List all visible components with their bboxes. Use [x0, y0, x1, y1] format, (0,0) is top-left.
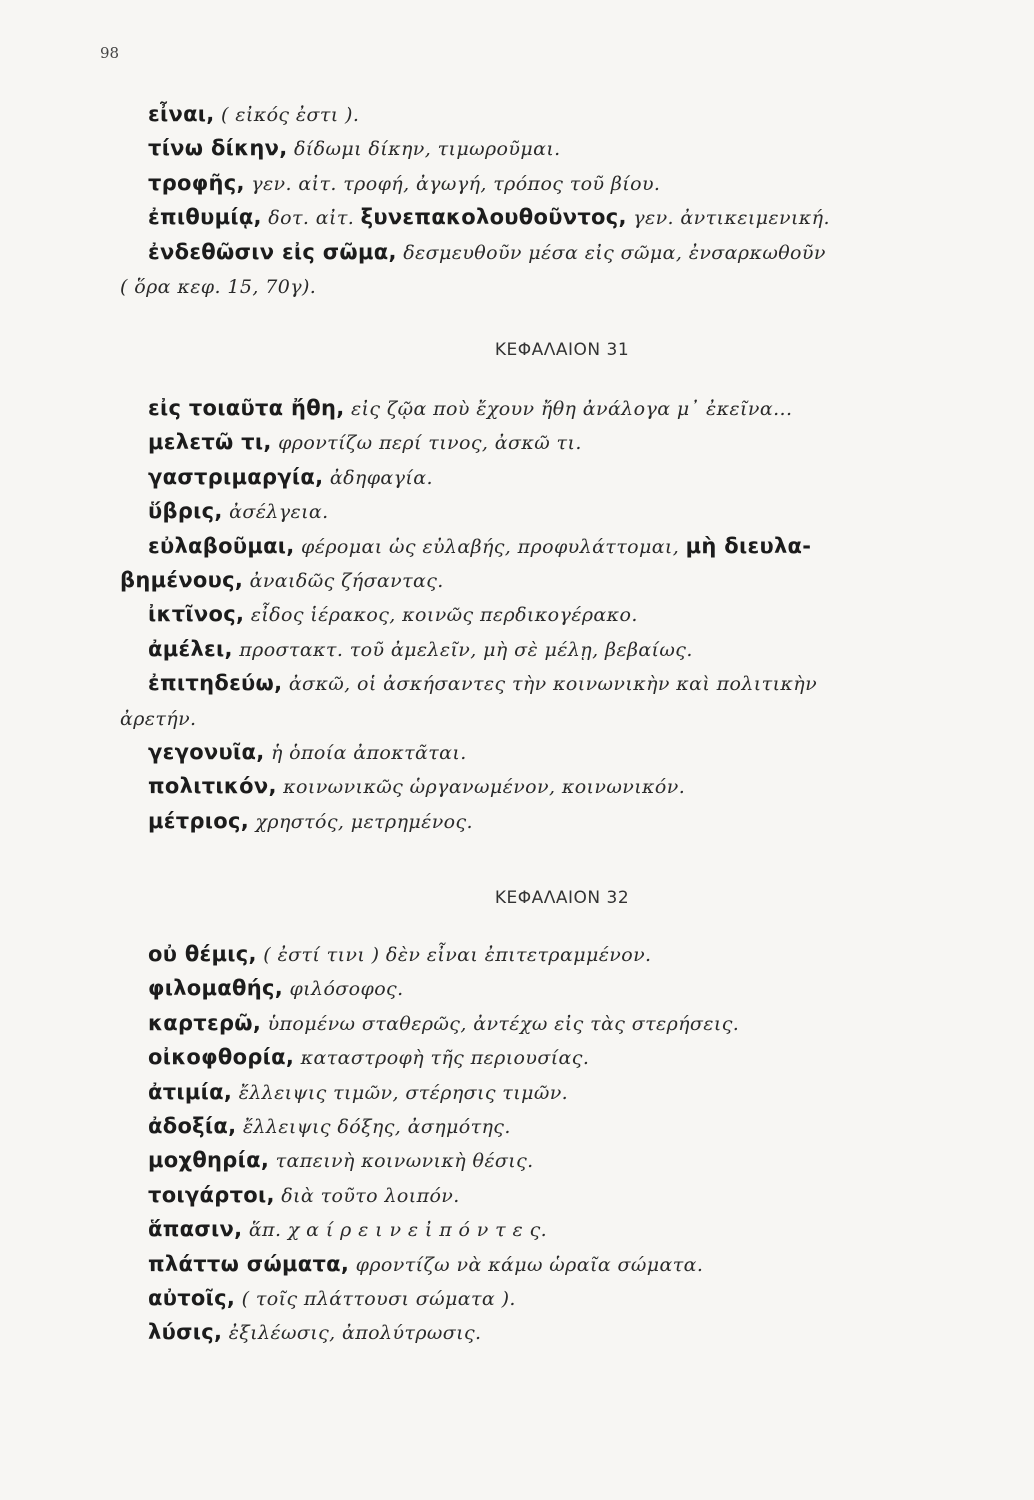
entry: [0, 736, 1034, 770]
entry-term: οὐ θέμις,: [148, 942, 257, 966]
entry-term: ἀδοξία,: [148, 1114, 237, 1139]
entry-term: τοιγάρτοι,: [148, 1182, 275, 1207]
entry-gloss: φιλόσοφος.: [283, 978, 404, 1001]
entry: [0, 1213, 1034, 1247]
entry: [0, 1110, 1034, 1144]
entry-term: γεγονυῖα,: [148, 740, 265, 765]
entry: [0, 495, 1034, 529]
entry-gloss: ἀρετήν.: [120, 707, 197, 730]
entry: [0, 1007, 1034, 1041]
entry-term: μελετῶ τι,: [148, 430, 272, 455]
entry-gloss: διὰ τοῦτο λοιπόν.: [274, 1184, 460, 1207]
entries-chapter-32: [0, 938, 1034, 1351]
entry-gloss: ( τοῖς πλάττουσι σώματα ).: [235, 1288, 516, 1311]
entry-term: ὕβρις,: [148, 499, 223, 524]
entry-gloss: ἀσέλγεια.: [222, 501, 329, 524]
entry-term: βημένους,: [120, 568, 244, 593]
entry-term: τίνω δίκην,: [148, 136, 288, 161]
entry-gloss: φέρομαι ὡς εὐλαβής, προφυλάττομαι,: [294, 535, 686, 558]
entry-term: ἐπιθυμίᾳ,: [148, 205, 262, 230]
entry: [0, 167, 1034, 201]
entry: [0, 1144, 1034, 1178]
entry-term: φιλομαθής,: [148, 976, 284, 1001]
entry-gloss: ἀναιδῶς ζήσαντας.: [243, 570, 444, 593]
entry-gloss: κοινωνικῶς ὡργανωμένον, κοινωνικόν.: [276, 776, 686, 799]
entry-term: μὴ διευλα-: [685, 533, 812, 558]
entry-term: μοχθηρία,: [148, 1148, 270, 1173]
entry-gloss: ταπεινὴ κοινωνικὴ θέσις.: [269, 1150, 534, 1173]
entry: [0, 461, 1034, 495]
entry: [0, 938, 1034, 972]
chapter-title: ΚΕΦΑΛΑΙΟΝ 32: [494, 888, 630, 908]
entry-gloss: ἅπ. χ α ί ρ ε ι ν ε ἰ π ό ν τ ε ς.: [242, 1219, 548, 1242]
entry-continuation: [0, 564, 1034, 598]
entry-term: μέτριος,: [148, 808, 250, 833]
entry-gloss: ( ὅρα κεφ. 15, 70γ).: [120, 276, 317, 299]
entry-continuation: [0, 270, 1034, 304]
entry-term: ξυνεπακολουθοῦντος,: [360, 205, 627, 230]
entry-term: τροφῆς,: [148, 170, 245, 195]
entry: [0, 1076, 1034, 1110]
entry: [0, 1282, 1034, 1316]
entry-gloss: προστακτ. τοῦ ἀμελεῖν, μὴ σὲ μέλῃ, βεβαίως.: [232, 638, 693, 661]
entry-gloss: ἔλλειψις τιμῶν, στέρησις τιμῶν.: [232, 1081, 569, 1104]
entry-gloss: ἀσκῶ, οἱ ἀσκήσαντες τὴν κοινωνικὴν καὶ πολιτικὴν: [282, 673, 818, 696]
entry-gloss: ἐξιλέωσις, ἀπολύτρωσις.: [222, 1322, 482, 1345]
entry: [0, 805, 1034, 839]
entry: [0, 770, 1034, 804]
chapter-title: ΚΕΦΑΛΑΙΟΝ 31: [494, 340, 630, 360]
chapter-heading-31: [0, 340, 1034, 360]
entry: [0, 98, 1034, 132]
entry-term: εἶναι,: [148, 102, 215, 126]
entry-term: εὐλαβοῦμαι,: [148, 533, 295, 558]
entry-gloss: ( εἰκός ἐστι ).: [214, 104, 360, 126]
entry-term: ἐπιτηδεύω,: [148, 671, 283, 696]
entry-gloss: φροντίζω νὰ κάμω ὡραῖα σώματα.: [349, 1253, 704, 1276]
entry-term: λύσις,: [148, 1320, 223, 1345]
entry-gloss: δοτ. αἰτ.: [261, 207, 361, 230]
entry-term: καρτερῶ,: [148, 1010, 262, 1035]
entry-term: αὐτοῖς,: [148, 1286, 236, 1311]
entry-gloss: δίδωμι δίκην, τιμωροῦμαι.: [287, 138, 561, 161]
entry: [0, 132, 1034, 166]
entry-term: οἰκοφθορία,: [148, 1045, 295, 1070]
entry-term: ἰκτῖνος,: [148, 602, 245, 627]
entry: [0, 633, 1034, 667]
entry: [0, 1179, 1034, 1213]
entries-top: [0, 98, 1034, 304]
entry-gloss: γεν. αἰτ. τροφή, ἀγωγή, τρόπος τοῦ βίου.: [244, 172, 661, 195]
entry: [0, 1041, 1034, 1075]
entry-gloss: εἶδος ἱέρακος, κοινῶς περδικογέρακο.: [244, 604, 638, 627]
chapter-heading-32: [0, 888, 1034, 908]
entry-term: ἀτιμία,: [148, 1079, 233, 1104]
entry-gloss: γεν. ἀντικειμενική.: [626, 207, 830, 230]
entry: [0, 598, 1034, 632]
entry: [0, 530, 1034, 564]
entry-term: πολιτικόν,: [148, 774, 277, 799]
entry-gloss: ἀδηφαγία.: [323, 466, 433, 489]
entry-gloss: δεσμευθοῦν μέσα εἰς σῶμα, ἐνσαρκωθοῦν: [396, 241, 826, 264]
entry-gloss: εἰς ζῷα ποὺ ἔχουν ἤθη ἀνάλογα μ᾿ ἐκεῖνα...: [344, 398, 793, 420]
entry-term: γαστριμαργία,: [148, 464, 324, 489]
entry-term: ἀμέλει,: [148, 636, 233, 661]
entry-term: εἰς τοιαῦτα ἤθη,: [148, 396, 345, 420]
entry: [0, 392, 1034, 426]
entry: [0, 1248, 1034, 1282]
entry: [0, 972, 1034, 1006]
entry-term: πλάττω σώματα,: [148, 1251, 350, 1276]
entry: [0, 426, 1034, 460]
page-number: 98: [100, 44, 120, 62]
entry-continuation: [0, 702, 1034, 736]
entries-chapter-31: [0, 392, 1034, 839]
entry-gloss: καταστροφὴ τῆς περιουσίας.: [294, 1047, 590, 1070]
entry-gloss: χρηστός, μετρημένος.: [249, 810, 473, 833]
entry-gloss: ἔλλειψις δόξης, ἀσημότης.: [236, 1116, 511, 1139]
entry: [0, 1316, 1034, 1350]
entry-gloss: ἡ ὁποία ἀποκτᾶται.: [264, 742, 467, 765]
entry-term: ἅπασιν,: [148, 1217, 243, 1242]
entry-term: ἐνδεθῶσιν εἰς σῶμα,: [148, 239, 397, 264]
entry-gloss: ὑπομένω σταθερῶς, ἀντέχω εἰς τὰς στερήσεις.: [261, 1012, 740, 1035]
entry: [0, 236, 1034, 270]
entry: [0, 201, 1034, 235]
entry: [0, 667, 1034, 701]
entry-gloss: φροντίζω περί τινος, ἀσκῶ τι.: [271, 432, 582, 455]
entry-gloss: ( ἐστί τινι ) δὲν εἶναι ἐπιτετραμμένον.: [256, 944, 652, 966]
